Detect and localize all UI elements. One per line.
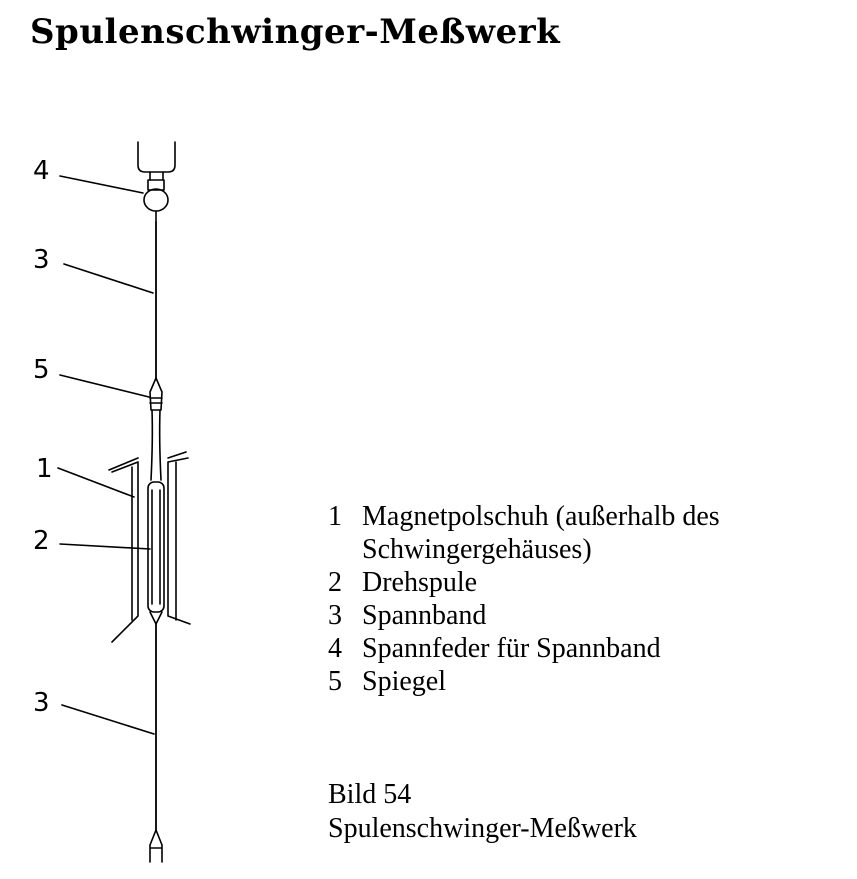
- callout-2: 2: [33, 526, 50, 556]
- pole-shoe-right: [168, 458, 190, 624]
- legend-item: 5 Spiegel: [328, 666, 446, 697]
- top-bracket: [138, 142, 175, 172]
- legend-item-continuation: Schwingergehäuses): [362, 534, 592, 565]
- spring-bulb: [144, 189, 168, 211]
- mirror: [150, 378, 162, 410]
- page-title: Spulenschwinger-Meßwerk: [30, 12, 561, 52]
- callout-3-upper: 3: [33, 245, 50, 275]
- legend-item: 3 Spannband: [328, 600, 487, 631]
- figure-caption: [328, 778, 637, 846]
- figure-name: Spulenschwinger-Meßwerk: [328, 813, 637, 844]
- callout-4: 4: [33, 156, 50, 186]
- coil: [148, 482, 164, 612]
- callout-3-lower: 3: [33, 688, 50, 718]
- legend: [328, 500, 720, 698]
- legend-item: 1 Magnetpolschuh (außerhalb des: [328, 501, 720, 532]
- legend-item: 2 Drehspule: [328, 567, 478, 598]
- figure-number: Bild 54: [328, 779, 412, 810]
- bottom-fork: [150, 830, 162, 862]
- legend-item: 4 Spannfeder für Spannband: [328, 633, 661, 664]
- callout-5: 5: [33, 355, 50, 385]
- callout-1: 1: [36, 454, 53, 484]
- pole-shoe-left: [112, 462, 138, 642]
